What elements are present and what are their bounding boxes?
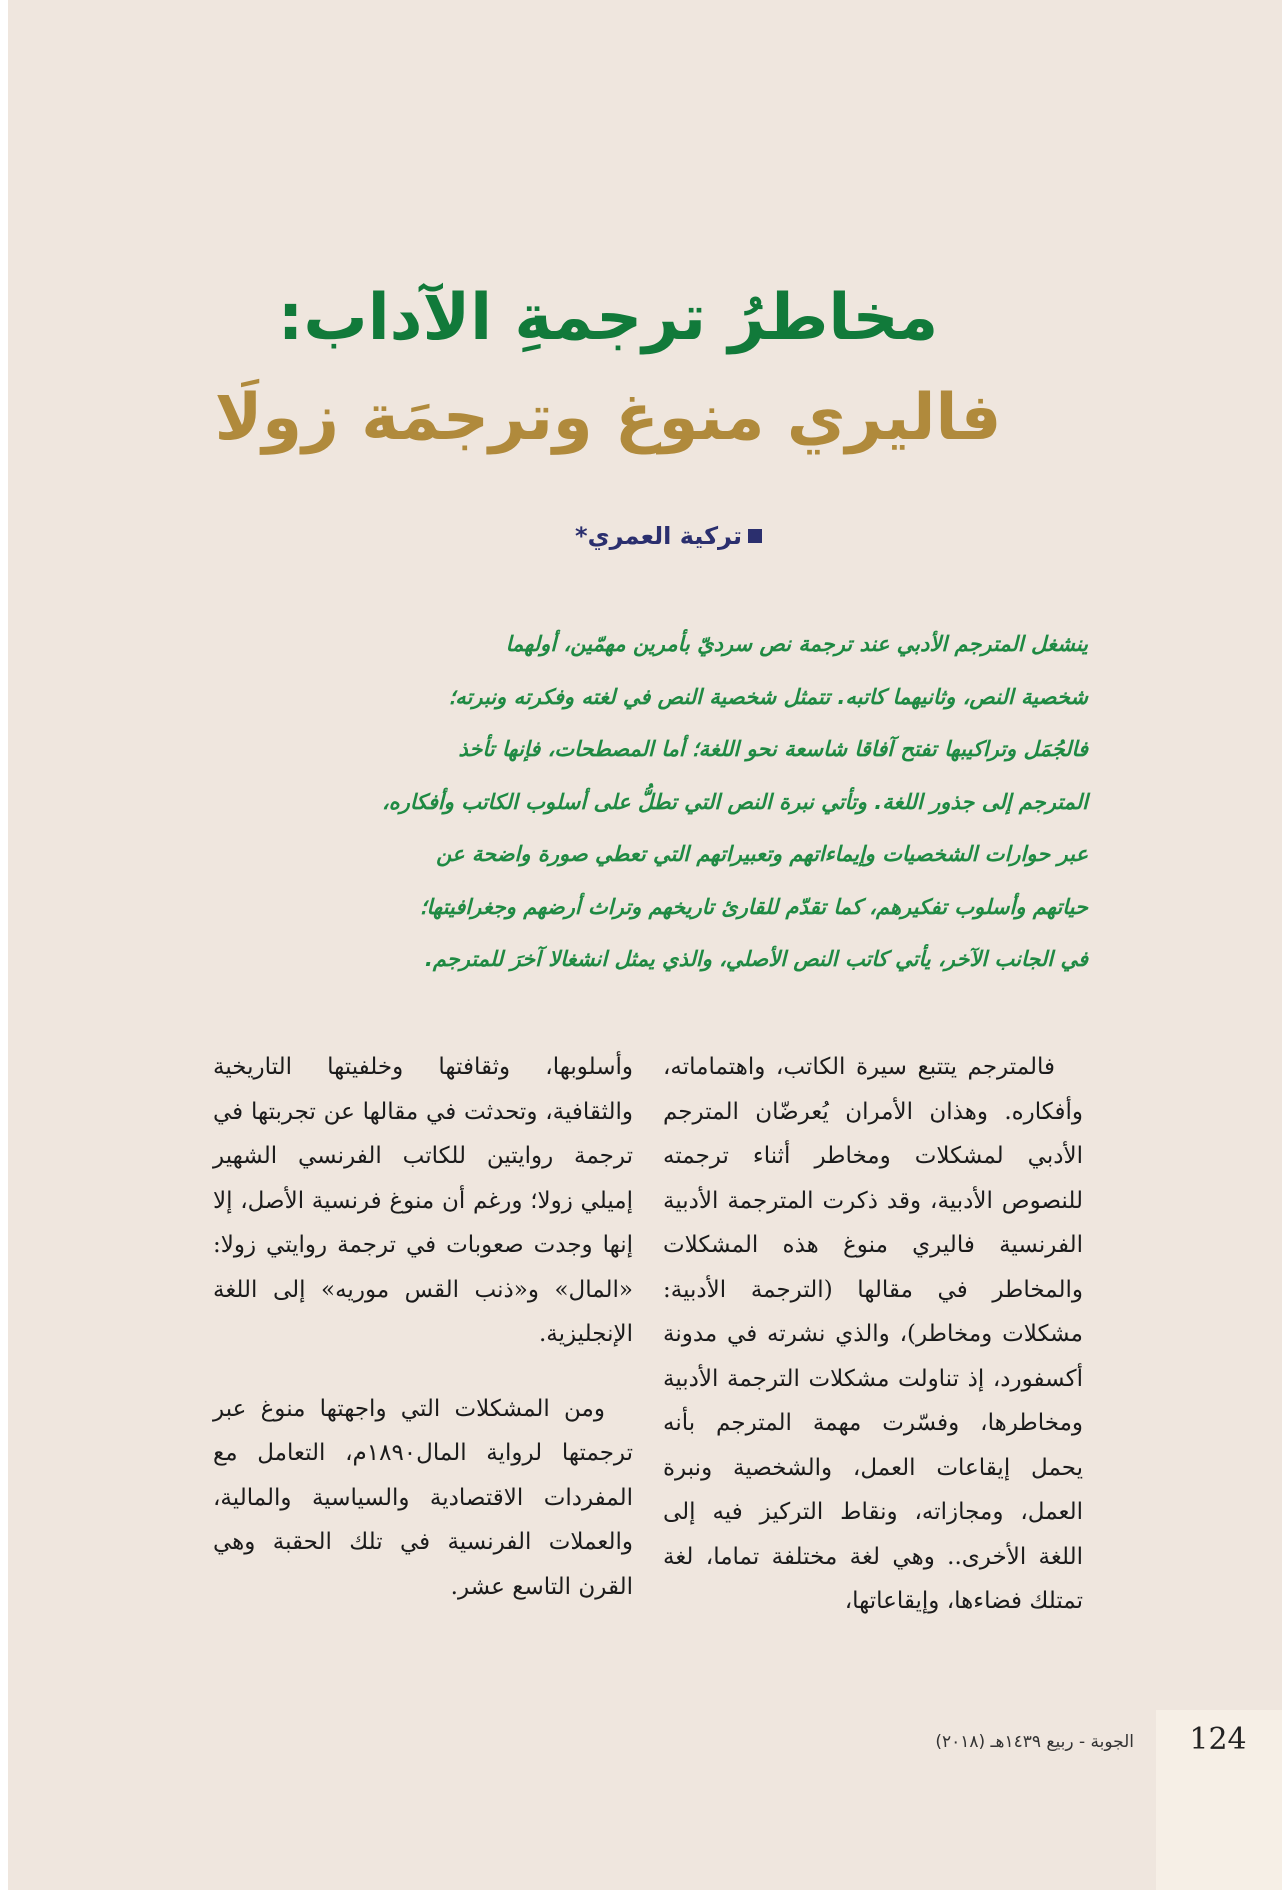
abstract-line: حياتهم وأسلوب تفكيرهم، كما تقدّم للقارئ تاريخهم وتراث أرضهم وجغرافيتها؛ <box>419 894 1088 919</box>
abstract-line: في الجانب الآخر، يأتي كاتب النص الأصلي، والذي يمثل انشغالا آخرَ للمترجم. <box>424 947 1088 971</box>
abstract-line: شخصية النص، وثانيهما كاتبه. تتمثل شخصية النص في لغته وفكرته ونبرته؛ <box>448 684 1088 709</box>
author-byline <box>575 522 762 550</box>
journal-issue: الجوبة - ربيع ١٤٣٩هـ (٢٠١٨) <box>935 1732 1134 1752</box>
paragraph: وأسلوبها، وثقافتها وخلفيتها التاريخية والثقافية، وتحدثت في مقالها عن تجربتها في ترجمة روايتين للكاتب الفرنسي الشهير إميلي زولا؛ ورغم أن منوغ فرنسية الأصل، إلا إنها وجدت صعوبات في ترجمة روايتي زولا: «المال» و«ذنب القس موريه» إلى اللغة الإنجليزية. <box>213 1054 633 1347</box>
bullet-square-icon <box>748 529 762 543</box>
abstract-line: المترجم إلى جذور اللغة. وتأتي نبرة النص التي تطلُّ على أسلوب الكاتب وأفكاره، <box>381 789 1088 814</box>
abstract <box>208 618 1088 986</box>
abstract-line: عبر حوارات الشخصيات وإيماءاتهم وتعبيراتهم التي تعطي صورة واضحة عن <box>436 842 1088 866</box>
abstract-line: ينشغل المترجم الأدبي عند ترجمة نص سرديّ بأمرين مهمّين، أولهما <box>505 632 1088 656</box>
title-line-1: مخاطرُ ترجمةِ الآداب: <box>277 281 939 355</box>
article-title <box>208 268 1008 468</box>
title-line-2: فاليري منوغ وترجمَة زولَا <box>214 381 1002 455</box>
author-name: تركية العمري* <box>575 522 742 550</box>
body-column-left <box>213 1045 633 1609</box>
body-column-right <box>663 1045 1083 1624</box>
paragraph: فالمترجم يتتبع سيرة الكاتب، واهتماماته، وأفكاره. وهذان الأمران يُعرضّان المترجم الأدبي لمشكلات ومخاطر أثناء ترجمته للنصوص الأدبية، وقد ذكرت المترجمة الأدبية الفرنسية فاليري منوغ هذه المشكلات والمخاطر في مقالها (الترجمة الأدبية: مشكلات ومخاطر)، والذي نشرته في مدونة أكسفورد، إذ تناولت مشكلات الترجمة الأدبية ومخاطرها، وفسّرت مهمة المترجم بأنه يحمل إيقاعات العمل، والشخصية ونبرة العمل، ومجازاته، ونقاط التركيز فيه إلى اللغة الأخرى.. وهي لغة مختلفة تماما، لغة تمتلك فضاءها، وإيقاعاتها، <box>663 1054 1083 1614</box>
abstract-line: فالجُمَل وتراكيبها تفتح آفاقا شاسعة نحو اللغة؛ أما المصطحات، فإنها تأخذ <box>458 737 1088 761</box>
page <box>8 0 1282 1890</box>
page-number: 124 <box>1189 1722 1247 1757</box>
paragraph: ومن المشكلات التي واجهتها منوغ عبر ترجمتها لرواية المال١٨٩٠م، التعامل مع المفردات الاقتصادية والسياسية والمالية، والعملات الفرنسية في تلك الحقبة وهي القرن التاسع عشر. <box>213 1395 634 1600</box>
